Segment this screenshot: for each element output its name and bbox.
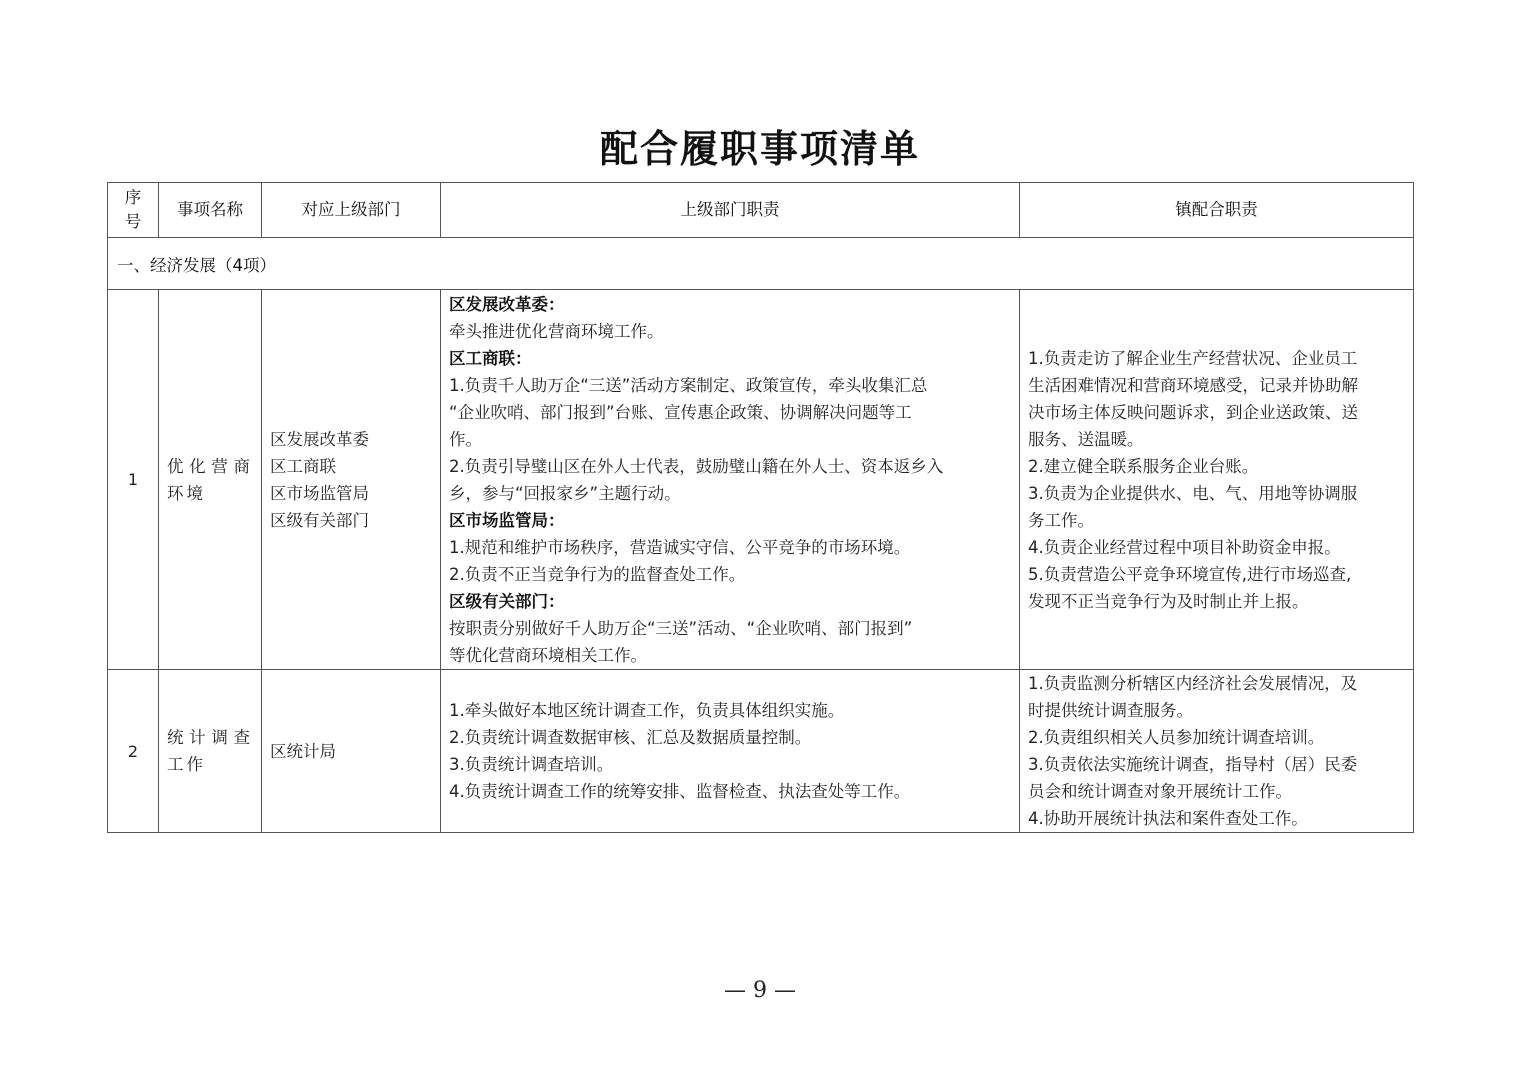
section-title: 一、经济发展（4项） <box>108 238 1414 290</box>
header-superior-dept: 对应上级部门 <box>262 183 441 238</box>
town-duty-line: 员会和统计调查对象开展统计工作。 <box>1028 782 1292 801</box>
town-duty-line: 2.负责组织相关人员参加统计调查培训。 <box>1028 728 1325 747</box>
header-no-text: 序号 <box>124 188 142 231</box>
duty-line: 2.负责统计调查数据审核、汇总及数据质量控制。 <box>449 728 812 747</box>
duty-dept-label: 区市场监管局： <box>449 510 565 530</box>
town-duty-line: 3.负责为企业提供水、电、气、用地等协调服 <box>1028 483 1358 503</box>
duty-line: 3.负责统计调查培训。 <box>449 755 614 774</box>
duty-table <box>107 182 1414 833</box>
town-duty <box>1020 670 1414 833</box>
duty-line: 1.规范和维护市场秩序，营造诚实守信、公平竞争的市场环境。 <box>449 537 911 557</box>
town-duty-line: 务工作。 <box>1028 510 1094 530</box>
town-duty <box>1020 290 1414 670</box>
duty-line: 乡，参与“回报家乡”主题行动。 <box>449 483 681 503</box>
item-name-line: 统计调查 <box>167 728 253 747</box>
row-number: 2 <box>108 670 159 833</box>
duty-dept-label: 区级有关部门： <box>449 591 565 611</box>
dept-item: 区发展改革委 <box>270 429 369 449</box>
table-row <box>108 290 1414 670</box>
superior-duty <box>441 670 1020 833</box>
header-superior-duty: 上级部门职责 <box>441 183 1020 238</box>
duty-line: 4.负责统计调查工作的统筹安排、监督检查、执法查处等工作。 <box>449 782 911 801</box>
dept-item: 区工商联 <box>270 456 336 476</box>
page-number: — 9 — <box>724 978 796 1003</box>
town-duty-line: 5.负责营造公平竞争环境宣传,进行市场巡查, <box>1028 564 1352 584</box>
section-row <box>108 238 1414 290</box>
duty-line: 等优化营商环境相关工作。 <box>449 645 647 665</box>
superior-dept-list <box>262 290 441 670</box>
dept-item: 区市场监管局 <box>270 483 369 503</box>
town-duty-line: 2.建立健全联系服务企业台账。 <box>1028 456 1259 476</box>
duty-line: “企业吹哨、部门报到”台账、宣传惠企政策、协调解决问题等工 <box>449 402 912 422</box>
town-duty-line: 服务、送温暖。 <box>1028 429 1144 449</box>
header-name: 事项名称 <box>159 183 262 238</box>
item-name <box>159 290 262 670</box>
town-duty-line: 生活困难情况和营商环境感受，记录并协助解 <box>1028 375 1358 395</box>
town-duty-line: 3.负责依法实施统计调查，指导村（居）民委 <box>1028 755 1358 774</box>
town-duty-line: 发现不正当竞争行为及时制止并上报。 <box>1028 591 1309 611</box>
town-duty-line: 4.负责企业经营过程中项目补助资金申报。 <box>1028 537 1341 557</box>
item-name-line: 优化营商 <box>167 456 253 476</box>
table-header-row <box>108 183 1414 238</box>
town-duty-line: 1.负责监测分析辖区内经济社会发展情况，及 <box>1028 674 1358 693</box>
duty-line: 1.牵头做好本地区统计调查工作，负责具体组织实施。 <box>449 701 845 720</box>
header-town-duty: 镇配合职责 <box>1020 183 1414 238</box>
duty-line: 1.负责千人助万企“三送”活动方案制定、政策宣传，牵头收集汇总 <box>449 375 928 395</box>
item-name-line: 环境 <box>167 483 206 503</box>
dept-item: 区级有关部门 <box>270 510 369 530</box>
town-duty-line: 1.负责走访了解企业生产经营状况、企业员工 <box>1028 348 1358 368</box>
duty-dept-label: 区发展改革委： <box>449 294 565 314</box>
dept-item: 区统计局 <box>270 741 336 761</box>
header-no <box>108 183 159 238</box>
town-duty-line: 4.协助开展统计执法和案件查处工作。 <box>1028 809 1308 828</box>
superior-duty <box>441 290 1020 670</box>
item-name <box>159 670 262 833</box>
superior-dept-list <box>262 670 441 833</box>
duty-line: 2.负责引导璧山区在外人士代表，鼓励璧山籍在外人士、资本返乡入 <box>449 456 944 476</box>
duty-line: 按职责分别做好千人助万企“三送”活动、“企业吹哨、部门报到” <box>449 618 913 638</box>
duty-line: 牵头推进优化营商环境工作。 <box>449 321 664 341</box>
duty-line: 作。 <box>449 429 482 449</box>
town-duty-line: 决市场主体反映问题诉求，到企业送政策、送 <box>1028 402 1358 422</box>
item-name-line: 工作 <box>167 755 206 774</box>
page-title: 配合履职事项清单 <box>599 126 920 171</box>
row-number: 1 <box>108 290 159 670</box>
duty-line: 2.负责不正当竞争行为的监督查处工作。 <box>449 564 746 584</box>
town-duty-line: 时提供统计调查服务。 <box>1028 701 1193 720</box>
duty-dept-label: 区工商联： <box>449 348 532 368</box>
table-row <box>108 670 1414 833</box>
